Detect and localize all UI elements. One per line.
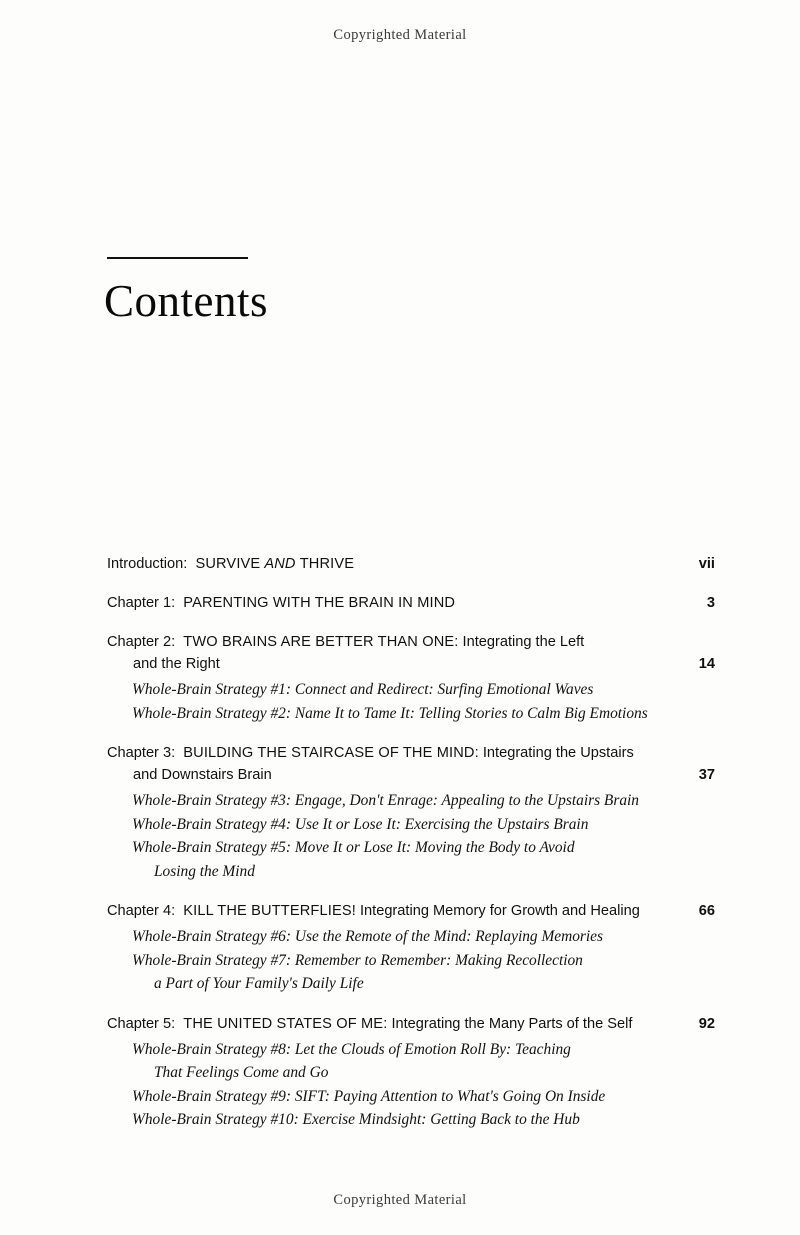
toc-entry-line <box>107 742 715 786</box>
toc-entry[interactable] <box>107 553 715 575</box>
toc-entry-line <box>107 1013 715 1035</box>
toc-entry-label: Chapter 1: <box>107 595 176 611</box>
strategy-item: Whole-Brain Strategy #1: Connect and Redirect: Surfing Emotional Waves <box>132 681 594 698</box>
toc-page-number: 14 <box>698 656 715 672</box>
toc-entry-subtitle: Integrating Memory for Growth and Healing <box>355 903 640 919</box>
strategy-list <box>107 678 715 725</box>
strategy-item: Whole-Brain Strategy #10: Exercise Mindsight: Getting Back to the Hub <box>132 1111 580 1128</box>
toc-page-number: 66 <box>698 903 715 919</box>
strategy-list <box>107 789 715 883</box>
toc-entry-label: Chapter 4: <box>107 903 176 919</box>
strategy-text-continuation: That Feelings Come and Go <box>154 1064 329 1081</box>
toc-entry-title-continuation: and the Right <box>133 656 220 672</box>
strategy-item: Whole-Brain Strategy #6: Use the Remote of the Mind: Replaying Memories <box>132 928 603 945</box>
page-title: Contents <box>104 276 269 326</box>
copyright-watermark-bottom: Copyrighted Material <box>333 1192 467 1208</box>
toc-entry-label: Chapter 5: <box>107 1015 176 1032</box>
toc-page-number: vii <box>698 556 715 572</box>
strategy-item: Whole-Brain Strategy #4: Use It or Lose It: Exercising the Upstairs Brain <box>132 815 589 833</box>
table-of-contents <box>107 553 715 1132</box>
toc-entry-line <box>107 553 715 575</box>
strategy-item <box>132 949 715 996</box>
toc-page-number: 3 <box>706 595 715 611</box>
toc-entry[interactable] <box>107 900 715 996</box>
strategy-item: Whole-Brain Strategy #2: Name It to Tame It: Telling Stories to Calm Big Emotions <box>132 704 648 722</box>
toc-entry-title-2: THRIVE <box>299 556 355 572</box>
toc-page-number: 37 <box>698 767 715 783</box>
strategy-text: Whole-Brain Strategy #5: Move It or Lose It: Moving the Body to Avoid <box>132 839 575 856</box>
toc-entry-title: PARENTING WITH THE BRAIN IN MIND <box>183 595 456 611</box>
toc-entry-label: Chapter 2: <box>107 634 176 650</box>
toc-entry-subtitle: Integrating the Upstairs <box>478 745 634 761</box>
toc-entry-line <box>107 900 715 922</box>
toc-entry-line <box>107 592 715 614</box>
toc-entry-subtitle: Integrating the Many Parts of the Self <box>387 1015 633 1032</box>
title-rule <box>107 257 248 259</box>
strategy-list <box>107 1038 715 1132</box>
strategy-text: Whole-Brain Strategy #7: Remember to Remember: Making Recollection <box>132 951 583 969</box>
strategy-item: Whole-Brain Strategy #3: Engage, Don't Enrage: Appealing to the Upstairs Brain <box>132 792 639 809</box>
strategy-text-continuation: a Part of Your Family's Daily Life <box>154 975 364 992</box>
toc-entry-title: KILL THE BUTTERFLIES! <box>183 903 356 919</box>
strategy-item <box>132 1038 715 1085</box>
toc-entry-title: SURVIVE <box>195 556 261 572</box>
toc-entry-title: BUILDING THE STAIRCASE OF THE MIND: <box>183 745 479 761</box>
toc-entry[interactable] <box>107 631 715 725</box>
strategy-text-continuation: Losing the Mind <box>154 862 255 880</box>
toc-entry[interactable] <box>107 1013 715 1132</box>
toc-page-number: 92 <box>698 1015 715 1032</box>
toc-entry-title: TWO BRAINS ARE BETTER THAN ONE: <box>183 634 459 650</box>
toc-entry-subtitle: Integrating the Left <box>458 634 585 650</box>
toc-entry[interactable] <box>107 592 715 614</box>
toc-entry-title: THE UNITED STATES OF ME: <box>183 1015 388 1032</box>
toc-entry-line <box>107 631 715 675</box>
strategy-item <box>132 836 715 883</box>
strategy-item: Whole-Brain Strategy #9: SIFT: Paying Attention to What's Going On Inside <box>132 1087 606 1105</box>
strategy-list <box>107 925 715 996</box>
copyright-watermark-top: Copyrighted Material <box>333 27 467 43</box>
strategy-text: Whole-Brain Strategy #8: Let the Clouds of Emotion Roll By: Teaching <box>132 1040 571 1058</box>
toc-entry-label: Chapter 3: <box>107 745 176 761</box>
toc-entry-label: Introduction: <box>107 556 188 572</box>
toc-entry[interactable] <box>107 742 715 883</box>
toc-entry-title-italic: AND <box>264 556 296 572</box>
toc-entry-title-continuation: and Downstairs Brain <box>133 767 272 783</box>
